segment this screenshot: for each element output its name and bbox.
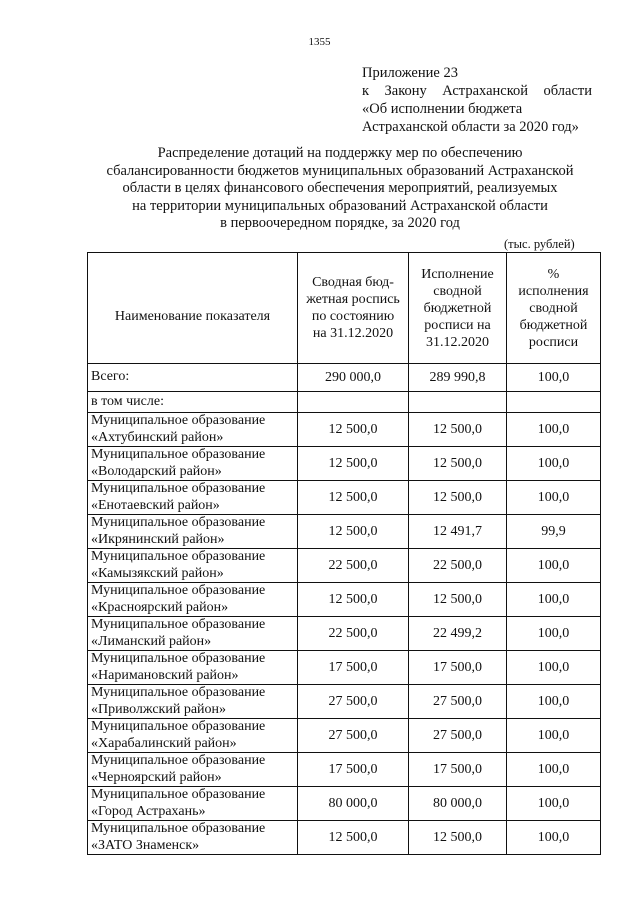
row-percent: 100,0 — [507, 719, 601, 753]
title-line: области в целях финансового обеспечения мероприятий, реализуемых — [122, 180, 558, 196]
row-name: Муниципальное образование «Лиманский район» — [88, 617, 298, 651]
row-fact: 12 491,7 — [409, 515, 507, 549]
title-line: в первоочередном порядке, за 2020 год — [220, 215, 460, 231]
row-plan: 17 500,0 — [298, 651, 409, 685]
annex-word: области — [543, 83, 592, 99]
title-line: на территории муниципальных образований Астраханской области — [132, 197, 548, 214]
row-fact: 17 500,0 — [409, 651, 507, 685]
header-name: Наименование показателя — [88, 253, 298, 364]
row-fact: 27 500,0 — [409, 719, 507, 753]
document-title — [60, 145, 620, 233]
row-percent: 100,0 — [507, 413, 601, 447]
row-percent: 100,0 — [507, 821, 601, 855]
annex-word: Закону — [384, 83, 427, 99]
row-plan: 22 500,0 — [298, 617, 409, 651]
row-fact: 22 499,2 — [409, 617, 507, 651]
table-row — [88, 821, 601, 855]
row-name: Муниципальное образование «Камызякский район» — [88, 549, 298, 583]
annex-line-3: «Об исполнении бюджета — [362, 101, 523, 117]
table-row — [88, 651, 601, 685]
row-plan: 12 500,0 — [298, 447, 409, 481]
annex-word: к — [362, 83, 370, 99]
row-percent: 100,0 — [507, 787, 601, 821]
row-percent: 100,0 — [507, 549, 601, 583]
row-fact: 12 500,0 — [409, 413, 507, 447]
table-row — [88, 583, 601, 617]
row-percent: 100,0 — [507, 481, 601, 515]
row-name: Муниципальное образование «Красноярский район» — [88, 583, 298, 617]
table-row — [88, 413, 601, 447]
table-row — [88, 549, 601, 583]
header-plan: Сводная бюд- жетная роспись по состоянию на 31.12.2020 — [298, 253, 409, 364]
row-percent: 100,0 — [507, 651, 601, 685]
empty-cell — [507, 392, 601, 413]
total-label: Всего: — [88, 364, 298, 392]
row-plan: 27 500,0 — [298, 719, 409, 753]
empty-cell — [409, 392, 507, 413]
row-name: Муниципальное образование «Город Астрахань» — [88, 787, 298, 821]
total-percent: 100,0 — [507, 364, 601, 392]
row-plan: 12 500,0 — [298, 515, 409, 549]
row-percent: 100,0 — [507, 447, 601, 481]
row-name: Муниципальное образование «Ахтубинский район» — [88, 413, 298, 447]
row-name: Муниципальное образование «ЗАТО Знаменск» — [88, 821, 298, 855]
row-percent: 100,0 — [507, 753, 601, 787]
row-fact: 22 500,0 — [409, 549, 507, 583]
total-fact: 289 990,8 — [409, 364, 507, 392]
table-row — [88, 719, 601, 753]
row-percent: 100,0 — [507, 617, 601, 651]
row-name: Муниципальное образование «Икрянинский район» — [88, 515, 298, 549]
empty-cell — [298, 392, 409, 413]
annex-line-2 — [362, 82, 592, 100]
header-row — [88, 253, 601, 364]
subtitle-row — [88, 392, 601, 413]
header-fact: Исполнение сводной бюджетной росписи на 31.12.2020 — [409, 253, 507, 364]
row-fact: 80 000,0 — [409, 787, 507, 821]
row-percent: 100,0 — [507, 583, 601, 617]
total-row — [88, 364, 601, 392]
title-line: Распределение дотаций на поддержку мер по обеспечению — [157, 145, 523, 161]
row-fact: 27 500,0 — [409, 685, 507, 719]
row-fact: 17 500,0 — [409, 753, 507, 787]
row-plan: 27 500,0 — [298, 685, 409, 719]
annex-block — [362, 64, 592, 136]
row-plan: 17 500,0 — [298, 753, 409, 787]
row-name: Муниципальное образование «Харабалинский район» — [88, 719, 298, 753]
row-name: Муниципальное образование «Наримановский район» — [88, 651, 298, 685]
table-row — [88, 617, 601, 651]
row-plan: 22 500,0 — [298, 549, 409, 583]
row-fact: 12 500,0 — [409, 447, 507, 481]
title-line: сбалансированности бюджетов муниципальных образований Астраханской — [106, 162, 574, 179]
row-name: Муниципальное образование «Володарский район» — [88, 447, 298, 481]
units-label: (тыс. рублей) — [504, 237, 575, 251]
row-name: Муниципальное образование «Приволжский район» — [88, 685, 298, 719]
row-percent: 99,9 — [507, 515, 601, 549]
annex-word: Астраханской — [442, 83, 529, 99]
budget-table — [87, 252, 601, 855]
row-name: Муниципальное образование «Черноярский район» — [88, 753, 298, 787]
table-row — [88, 481, 601, 515]
subtitle-label: в том числе: — [88, 392, 298, 413]
page-number: 1355 — [308, 36, 331, 48]
row-plan: 12 500,0 — [298, 583, 409, 617]
table-row — [88, 685, 601, 719]
table-row — [88, 753, 601, 787]
row-plan: 12 500,0 — [298, 481, 409, 515]
row-fact: 12 500,0 — [409, 583, 507, 617]
row-percent: 100,0 — [507, 685, 601, 719]
table-row — [88, 787, 601, 821]
annex-line-4: Астраханской области за 2020 год» — [362, 119, 579, 135]
annex-line-1: Приложение 23 — [362, 65, 458, 81]
row-plan: 80 000,0 — [298, 787, 409, 821]
row-fact: 12 500,0 — [409, 481, 507, 515]
row-fact: 12 500,0 — [409, 821, 507, 855]
row-name: Муниципальное образование «Енотаевский район» — [88, 481, 298, 515]
row-plan: 12 500,0 — [298, 413, 409, 447]
total-plan: 290 000,0 — [298, 364, 409, 392]
table-row — [88, 447, 601, 481]
header-percent: % исполнения сводной бюджетной росписи — [507, 253, 601, 364]
row-plan: 12 500,0 — [298, 821, 409, 855]
table-row — [88, 515, 601, 549]
